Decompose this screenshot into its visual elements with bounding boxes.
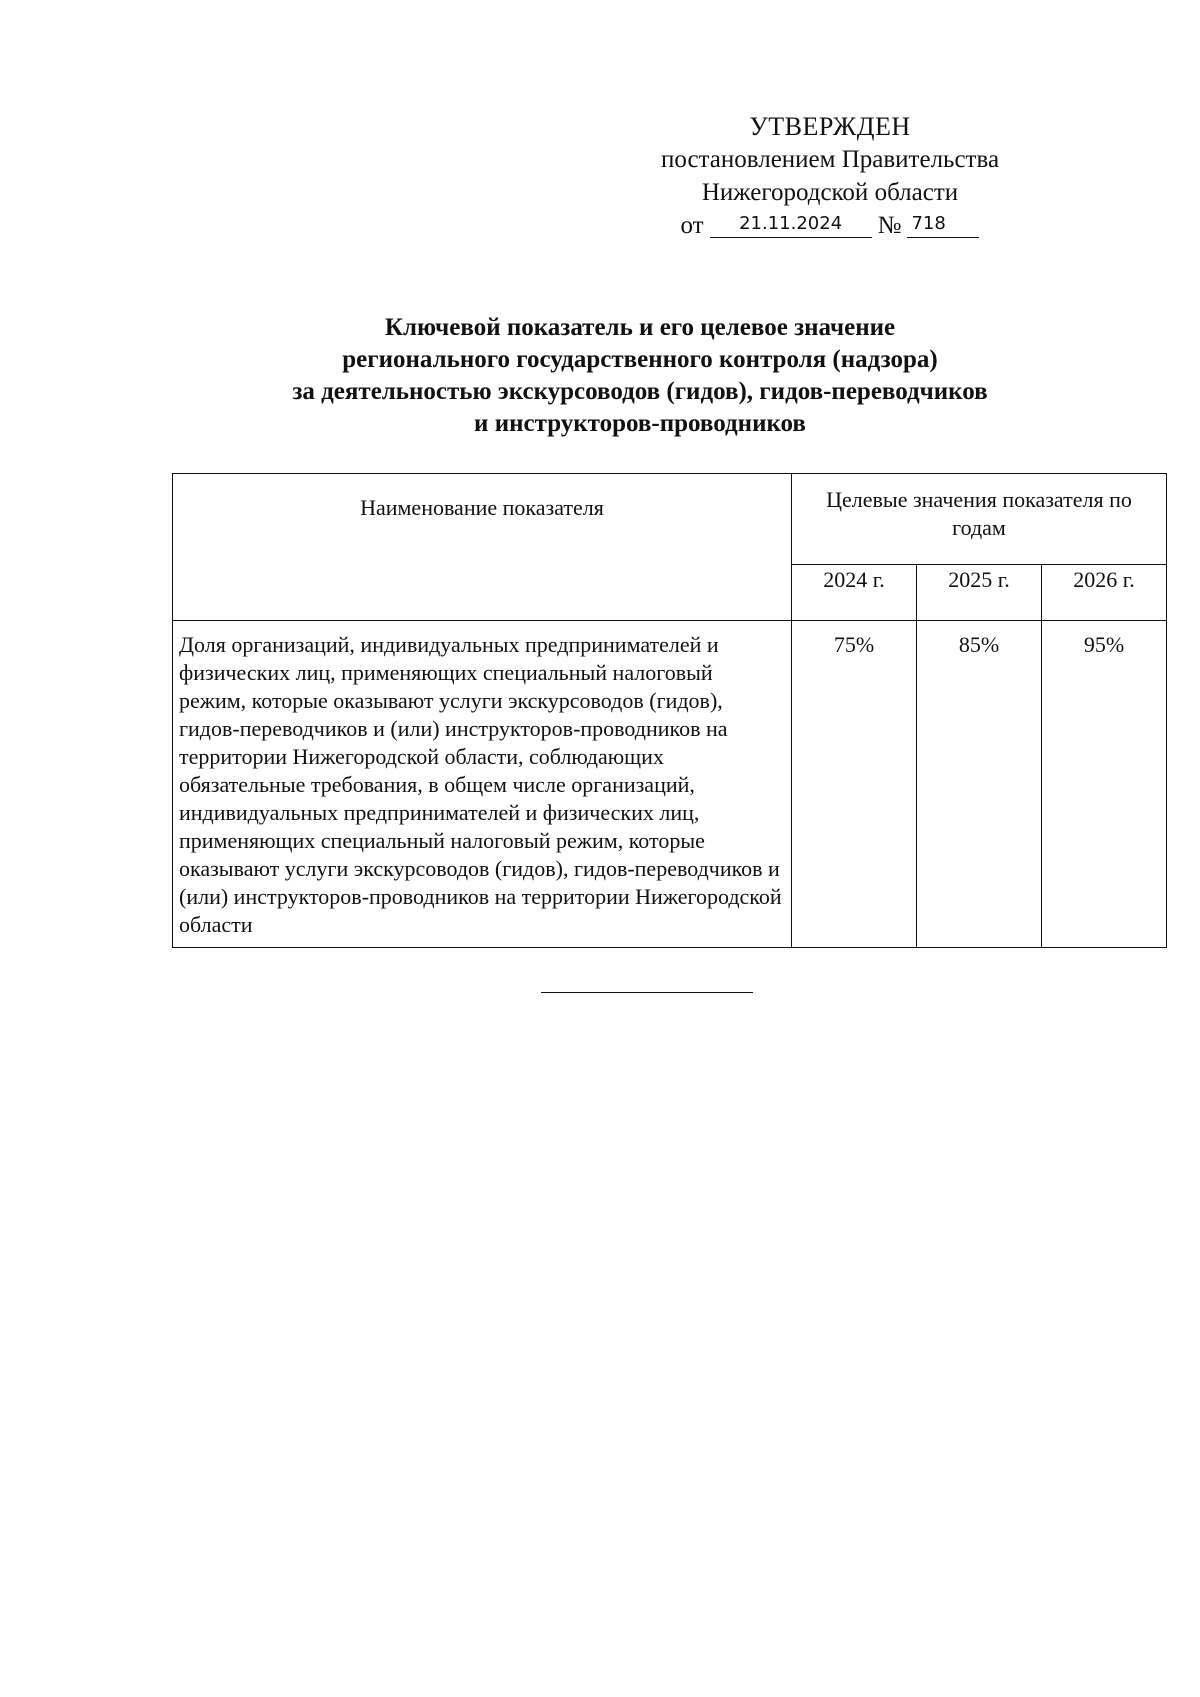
end-of-document-line [541, 992, 753, 993]
approval-title: УТВЕРЖДЕН [749, 112, 911, 141]
document-heading [200, 312, 1080, 440]
value-2024-cell: 75% [792, 621, 917, 948]
heading-line-3: за деятельностью экскурсоводов (гидов), гидов-переводчиков [292, 378, 988, 405]
year-header-2025: 2025 г. [916, 565, 1041, 621]
approval-date: 21.11.2024 [710, 213, 872, 238]
indicators-table [172, 473, 1167, 948]
heading-line-2: регионального государственного контроля (надзора) [342, 346, 938, 373]
heading-line-1: Ключевой показатель и его целевое значение [384, 314, 896, 341]
year-header-2024: 2024 г. [792, 565, 917, 621]
approval-line-1: постановлением Правительства [660, 146, 1000, 173]
number-label: № [877, 212, 902, 239]
approval-block [600, 110, 1060, 242]
indicator-name-header: Наименование показателя [173, 474, 792, 621]
approval-line-2: Нижегородской области [701, 179, 959, 206]
indicator-name-cell: Доля организаций, индивидуальных предпринимателей и физических лиц, применяющих специальный налоговый режим, которые оказывают услуги экскурсоводов (гидов), гидов-переводчиков и (или) инструкторов-проводников на территории Нижегородской области, соблюдающих обязательные требования, в общем числе организаций, индивидуальных предпринимателей и физических лиц, применяющих специальный налоговый режим, которые оказывают услуги экскурсоводов (гидов), гидов-переводчиков и (или) инструкторов-проводников на территории Нижегородской области [173, 621, 792, 948]
approval-dateline [600, 209, 1060, 242]
table-header-row [173, 474, 1167, 565]
year-header-2026: 2026 г. [1041, 565, 1166, 621]
approval-number: 718 [907, 213, 979, 238]
value-2026-cell: 95% [1041, 621, 1166, 948]
target-values-header: Целевые значения показателя по годам [792, 474, 1167, 565]
from-label: от [680, 212, 704, 239]
table-row [173, 621, 1167, 948]
value-2025-cell: 85% [916, 621, 1041, 948]
heading-line-4: и инструкторов-проводников [474, 410, 806, 437]
